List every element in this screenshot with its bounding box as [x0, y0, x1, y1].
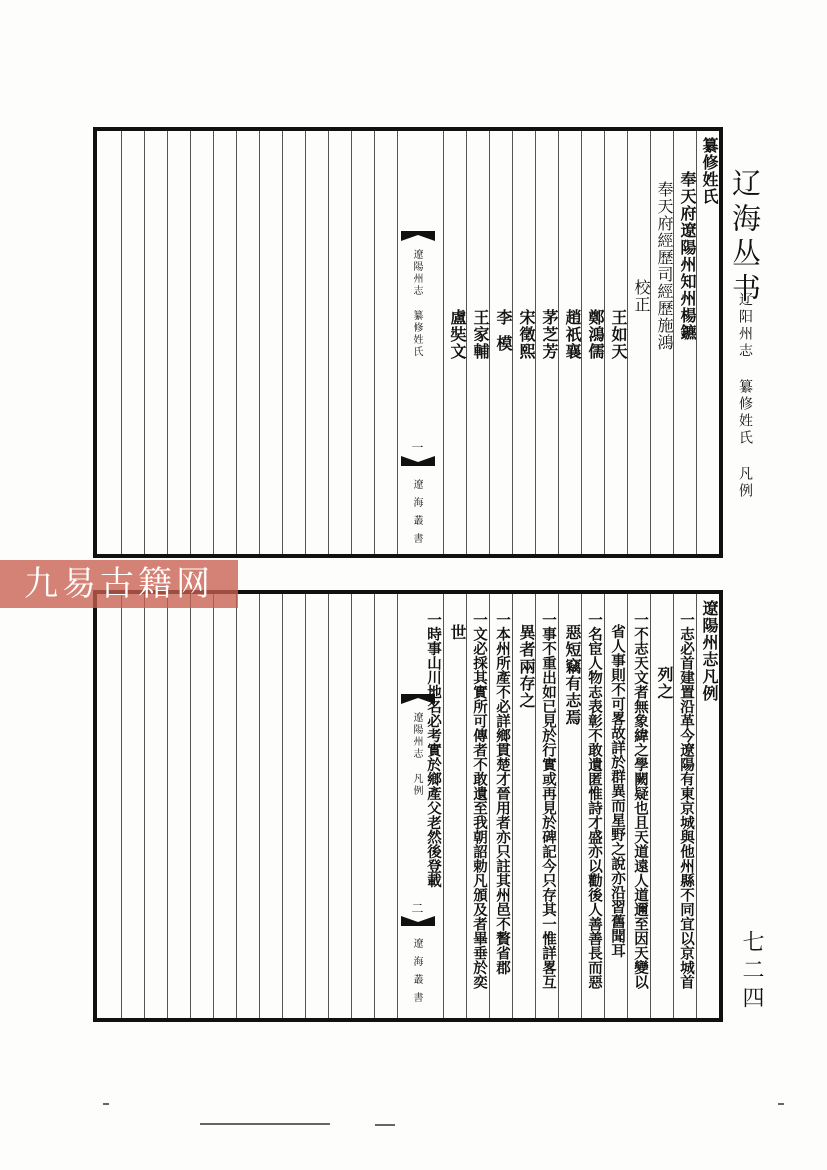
bottom-banxin-publisher: 遼海叢書 [411, 938, 422, 1010]
top-col-1: 奉天府遼陽州知州楊鑣 [678, 171, 697, 341]
watermark-logo: 九易古籍网 [0, 560, 238, 608]
page-number: 七二四 [739, 930, 764, 1014]
bottom-col-8: 異者兩存之 [517, 624, 536, 709]
bottom-col-2: 列之 [655, 666, 674, 700]
scan-speck [778, 1103, 784, 1105]
bottom-col-9: 一本州所產不必詳鄉貫楚才晉用者亦只註其州邑不贅省郡 [494, 612, 511, 975]
series-title: 辽海丛书 [728, 168, 762, 308]
bottom-col-5: 一名宦人物志表彰不敢遺匿惟詩才盛亦以勸後人善善長而惡 [586, 612, 603, 989]
top-banxin-publisher: 遼海叢書 [411, 479, 422, 551]
top-heading: 纂修姓氏 [700, 137, 719, 205]
top-col-5: 鄭鴻儒 [586, 309, 605, 360]
series-subtitle: 辽阳州志 纂修姓氏 凡例 [737, 292, 753, 500]
bottom-banxin-title: 遼陽州志 凡例 [411, 712, 422, 797]
scan-speck [200, 1123, 330, 1125]
top-banxin-title: 遼陽州志 纂修姓氏 [411, 249, 422, 358]
top-col-8: 宋徵熙 [517, 309, 536, 360]
bottom-col-3: 一不志天文者無象緯之學闕疑也且天道遠人道邇至因天變以 [632, 612, 649, 989]
bottom-heading: 遼陽州志凡例 [700, 600, 719, 702]
bottom-col-12: 一時事山川地名必考實於鄉產父老然後登載 [425, 612, 442, 888]
bottom-col-4: 省人事則不可畧故詳於群異而星野之說亦沿習舊聞耳 [609, 624, 626, 958]
top-col-11: 盧奘文 [448, 309, 467, 360]
bottom-col-1: 一志必首建置沿革今遼陽有東京城與他州縣不同宜以京城首 [678, 612, 695, 989]
bottom-banxin-leaf: 二 [410, 902, 424, 916]
top-page-frame [93, 127, 723, 558]
bottom-col-11: 世 [448, 624, 467, 641]
scan-speck [375, 1124, 395, 1126]
scan-speck [103, 1103, 109, 1105]
bottom-col-10: 一文必採其實所可傳者不敢遺至我朝詔勅凡頒及者畢垂於奕 [471, 612, 488, 989]
top-banxin [399, 131, 439, 554]
top-col-2: 奉天府經歷司經歷施鴻 [655, 181, 674, 351]
bottom-page-frame [93, 590, 723, 1022]
top-col-7: 茅芝芳 [540, 309, 559, 360]
top-col-6: 趙祇襄 [563, 309, 582, 360]
top-banxin-leaf: 一 [410, 441, 424, 455]
bottom-col-7: 一事不重出如已見於行實或再見於碑記今只存其一惟詳畧互 [540, 612, 557, 989]
top-col-4: 王如天 [609, 309, 628, 360]
top-col-9: 李模 [494, 309, 513, 361]
top-col-10: 王家輔 [471, 309, 490, 360]
bottom-col-6: 惡短竊有志焉 [563, 624, 582, 726]
top-col-3: 校正 [632, 279, 651, 313]
